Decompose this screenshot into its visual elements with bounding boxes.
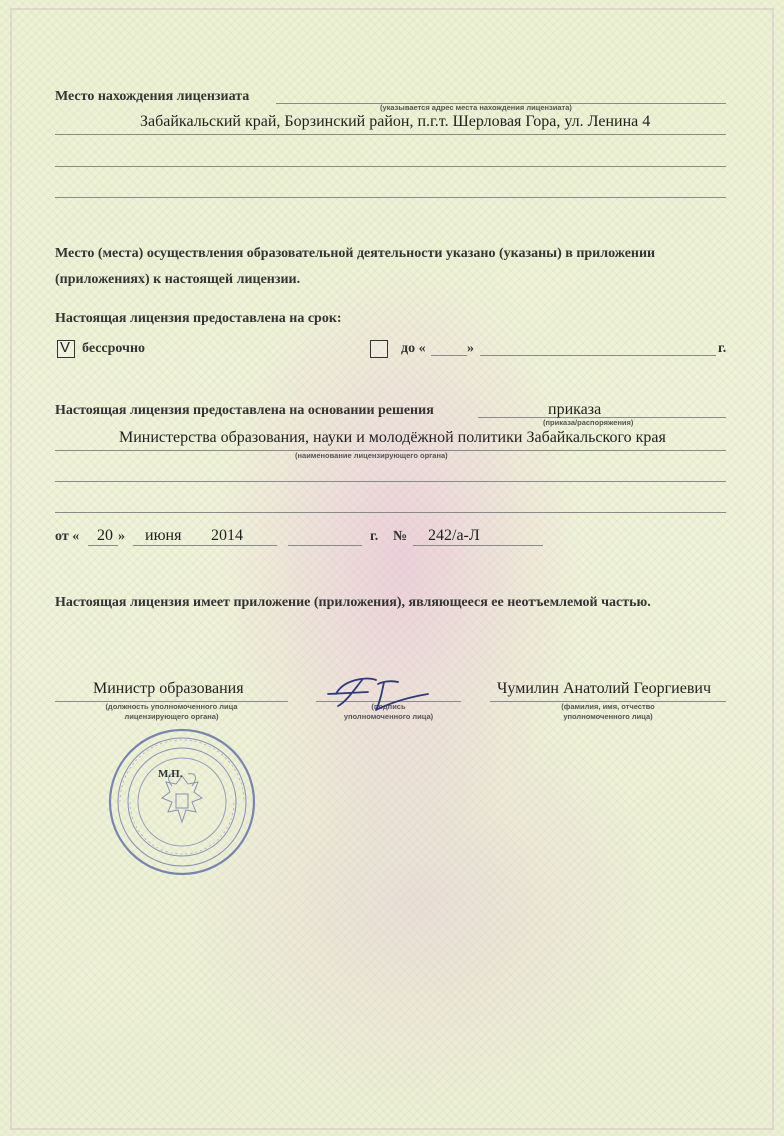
location-hint: (указывается адрес места нахождения лицензиата) (380, 103, 572, 112)
indefinite-checkbox[interactable] (57, 340, 75, 358)
stamp-place-label: М.П. (158, 768, 183, 780)
authority-value: Министерства образования, науки и молодёжной политики Забайкальского края (119, 429, 666, 446)
date-month-rule (133, 545, 277, 546)
signatory-name: Чумилин Анатолий Георгиевич (497, 680, 711, 697)
appendix-text: Настоящая лицензия имеет приложение (приложения), являющееся ее неотъемлемой частью. (55, 595, 651, 610)
date-month: июня (145, 527, 182, 544)
until-date-rule (480, 355, 716, 356)
signatory-position: Министр образования (93, 680, 244, 697)
handwritten-signature (318, 672, 438, 716)
term-label: Настоящая лицензия предоставлена на срок: (55, 311, 342, 326)
date-close: » (118, 529, 125, 544)
date-from: от « (55, 529, 80, 544)
indefinite-label: бессрочно (82, 341, 146, 356)
places-line-1: Место (места) осуществления образовательной деятельности указано (указаны) в приложении (55, 246, 656, 261)
position-hint-2: лицензирующего органа) (124, 712, 219, 721)
checkbox-mark: V (60, 339, 71, 356)
places-line-2: (приложениях) к настоящей лицензии. (55, 272, 301, 287)
official-seal (106, 726, 258, 878)
page-border (10, 8, 774, 1130)
sign-hint-1: (подпись (371, 702, 406, 711)
authority-rule-2 (55, 481, 726, 482)
date-extra-rule (288, 545, 362, 546)
until-year-suffix: г. (718, 341, 727, 356)
location-rule-3 (55, 166, 726, 167)
until-checkbox[interactable] (370, 340, 388, 358)
until-day-rule (431, 355, 467, 356)
name-hint-2: уполномоченного лица) (563, 712, 653, 721)
position-hint-1: (должность уполномоченного лица (105, 702, 238, 711)
location-rule-2 (55, 134, 726, 135)
decision-type: приказа (548, 401, 602, 418)
until-close: » (467, 341, 474, 356)
until-prefix: до « (401, 341, 426, 356)
date-day-rule (88, 545, 118, 546)
authority-rule-3 (55, 512, 726, 513)
number-rule (413, 545, 543, 546)
sign-hint-2: уполномоченного лица) (343, 712, 434, 721)
location-label: Место нахождения лицензиата (55, 89, 250, 104)
order-number: 242/а-Л (428, 527, 480, 544)
location-value: Забайкальский край, Борзинский район, п.г.т. Шерловая Гора, ул. Ленина 4 (140, 113, 651, 130)
authority-hint: (наименование лицензирующего органа) (295, 451, 448, 460)
location-rule-4 (55, 197, 726, 198)
date-year-suffix: г. (370, 529, 379, 544)
basis-label: Настоящая лицензия предоставлена на основании решения (55, 403, 434, 418)
number-sign: № (393, 529, 408, 544)
decision-hint: (приказа/распоряжения) (543, 418, 634, 427)
date-day: 20 (97, 527, 113, 544)
name-hint-1: (фамилия, имя, отчество (561, 702, 655, 711)
date-year: 2014 (211, 527, 243, 544)
